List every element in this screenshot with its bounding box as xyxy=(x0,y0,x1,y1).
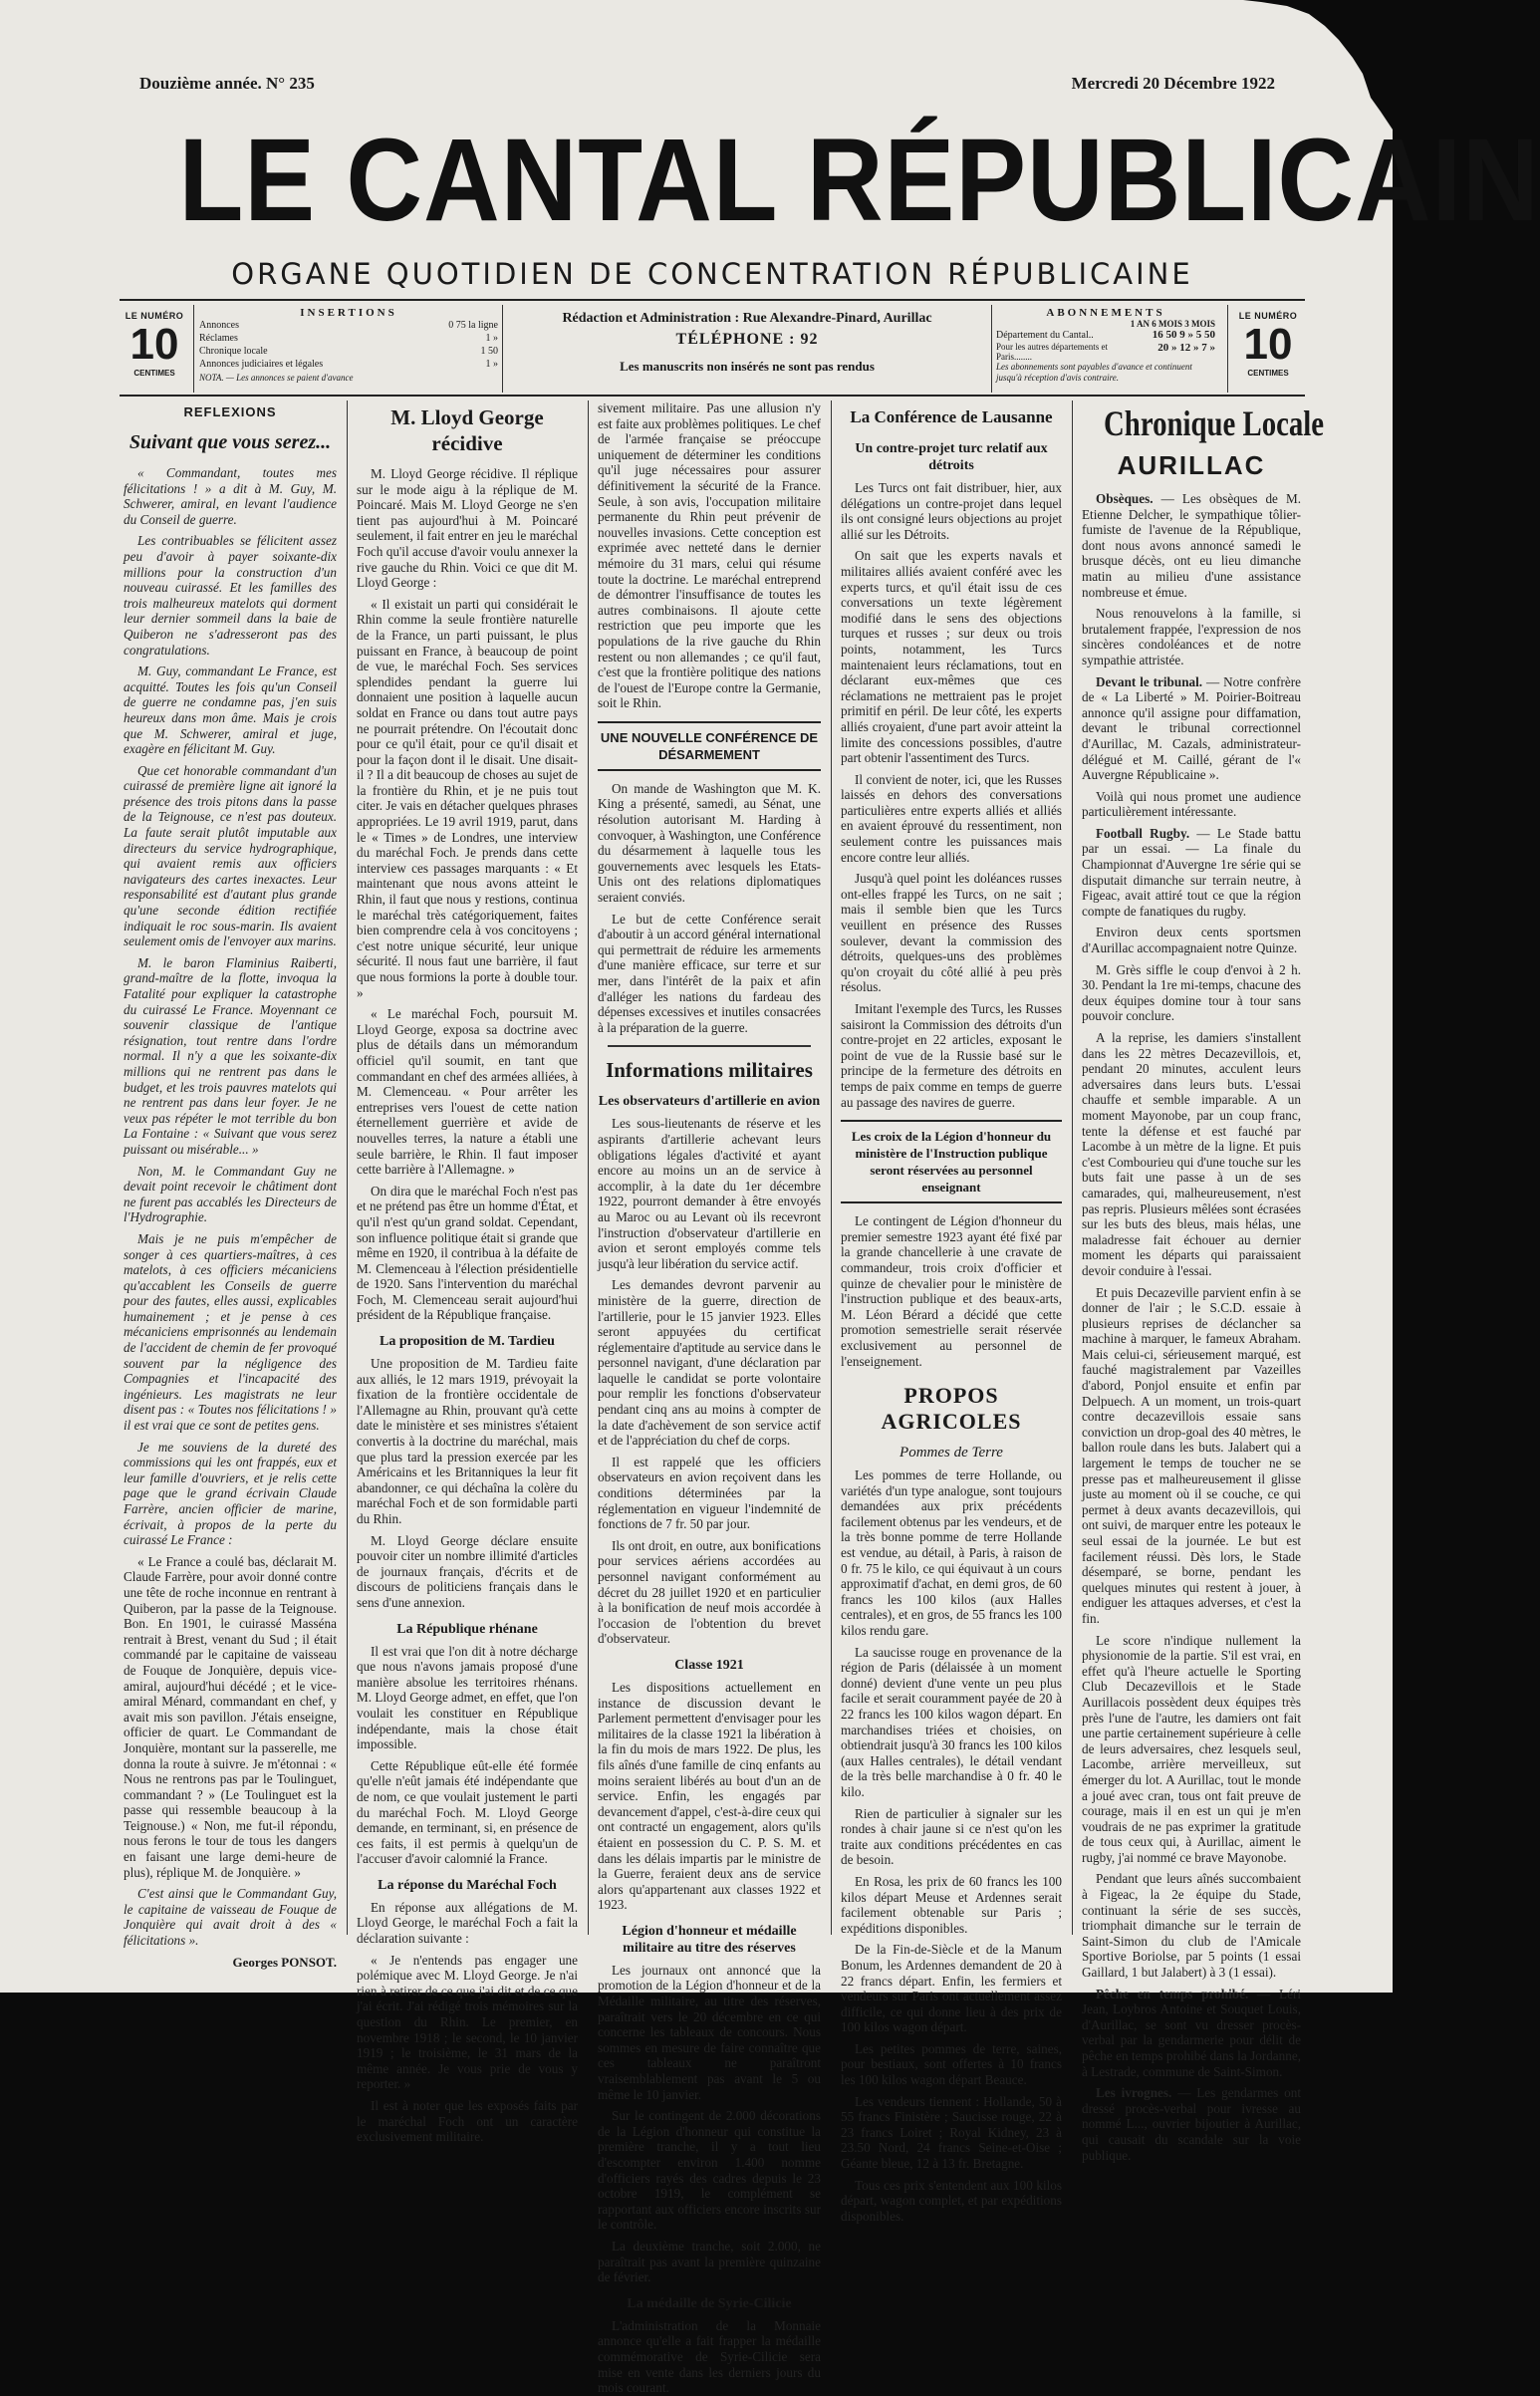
newspaper-title: LE CANTAL RÉPUBLICAIN xyxy=(178,115,1540,246)
article-headline: M. Lloyd George récidive xyxy=(390,405,544,455)
insertions-table: INSERTIONS Annonces 0 75 la ligne Réclames 1 » Chronique locale 1 50 Annonces judiciaires et légales 1 » NOTA. — Les annonces se paient d'avance xyxy=(199,307,498,383)
column-lloyd-george: M. Lloyd George récidive M. Lloyd George récidive. Il réplique sur le mode aigu à la réplique de M. Poincaré. Mais M. Lloyd George ne s'en tient pas aujourd'hui à M. Poincaré seulement, il fait entrer en jeu le maréchal Foch qu'il accuse d'avoir voulu annexer la rive gauche du Rhin. Voici ce que dit M. Lloyd George : « Il existait un parti qui considérait le Rhin comme la seule frontière naturelle de la France, un parti puissant, le plus puissant en France, à beaucoup de point de vue, le maréchal Foch. Ses services splendides pendant la guerre lui donnaient une position à laquelle aucun soldat en France ou dans tout autre pays ne pourrait prétendre. On l'écoutait donc pour ce qu'il était, pour ce qu'il disait et pour la façon dont il le disait. Une disait-il ? Il a dit beaucoup de choses au sujet de la frontière du Rhin, et je ne puis tout citer. Je vais en détacher quelques phrases appropriées. Le 19 avril 1919, parut, dans le « Times » de Londres, une interview du maréchal Foch. Je prends dans cette interview ces passages marquants : « Et maintenant que nous avons atteint le Rhin, il faut que nous y restions, continua le maréchal très catégoriquement, faites bien comprendre cela à vos concitoyens ; c'est notre unique sécurité, leur unique sécurité. Il nous faut une barrière, il faut que nous formions la porte à double tour. » « Le maréchal Foch, poursuit M. Lloyd George, exposa sa doctrine avec plus de détails dans un mémorandum officiel qu'il soumit, en tant que commandant en chef des armées alliées, à M. Clemenceau. « Pour arrêter les entreprises vers l'ouest de cette nation éternellement guerrière et avide de nouvelles terres, la nature a établi une seule barrière, le Rhin. Il faut imposer cette barrière à l'Allemagne. » On dira que le maréchal Foch n'est pas et ne prétend pas être un homme d'État, et qu'il n'est qu'un grand soldat. Cependant, son influence politique était si grande que même en 1920, il contribua à la défaite de M. Clemenceau à l'élection présidentielle de 1920. Sans l'intervention du maréchal Foch, M. Clemenceau serait aujourd'hui président de la République française. La proposition de M. Tardieu Une proposition de M. Tardieu faite aux alliés, le 12 mars 1919, prévoyait la fixation de la frontière occidentale de l'Allemagne au Rhin, prouvant qu'à cette date le ministère et ses ministres s'étaient convertis à la doctrine du maréchal, mais que plus tard la pression exercée par les Américains et les Britanniques la leur fit abandonner, ce qui déchaîna la colère du maréchal Foch et de son formidable parti du Rhin. M. Lloyd George déclare ensuite pouvoir citer un nombre illimité d'articles de journaux français, d'écrits et de discours de politiciens français dans le sens d'une annexion. La République rhénane Il est vrai que l'on dit à notre décharge que nous n'avons jamais proposé d'une manière absolue les territoires rhénans. M. Lloyd George admet, en effet, que l'on voulait les constituer en République indépendante, mais la chose était impossible. Cette République eût-elle été formée qu'elle n'eût jamais été indépendante que de nom, ce que voulait justement le parti du maréchal Foch. M. Lloyd George demande, en terminant, si, en présence de ces faits, il est permis à quelqu'un de l'accuser d'avoir calomnié la France. La réponse du Maréchal Foch En réponse aux allégations de M. Lloyd George, le maréchal Foch a fait la déclaration suivante : « Je n'entends pas engager une polémique avec M. Lloyd George. Je n'ai rien à retirer de ce que j'ai dit et de ce que j'ai écrit. J'ai rédigé trois mémoires sur la question du Rhin. Le premier, en novembre 1918 ; le second, le 10 janvier 1919 ; le troisième, le 31 mars de la même année. Je vous prie de vous y reporter. » Il est à noter que les exposés faits par le maréchal Foch ont un caractère exclusivement militaire. xyxy=(357,405,578,2145)
info-bar xyxy=(120,305,1305,393)
newspaper-subtitle: ORGANE QUOTIDIEN DE CONCENTRATION RÉPUBLICAINE xyxy=(231,257,1193,291)
subscriptions-table: ABONNEMENTS 1 AN 6 MOIS 3 MOIS Département du Cantal.. 16 50 9 » 5 50 Pour les autres départements et Paris........ 20 » 12 » 7 » Les abonnements sont payables d'avance et continuent jusqu'à réception d'avis contraire. xyxy=(996,307,1215,383)
subheading: La médaille de Syrie-Cilicie xyxy=(627,2295,792,2311)
subheading: Un contre-projet turc relatif aux détroits xyxy=(855,441,1048,473)
subheading: La réponse du Maréchal Foch xyxy=(378,1877,557,1893)
boxed-headline: Les croix de la Légion d'honneur du ministère de l'Instruction publique seront réservées au personnel enseignant xyxy=(841,1120,1062,1203)
info-rule xyxy=(120,395,1305,397)
city-heading: AURILLAC xyxy=(1117,450,1266,480)
column-reflexions: REFLEXIONS Suivant que vous serez... « Commandant, toutes mes félicitations ! » a dit à M. Guy, M. Schwerer, amiral, en levant l'audience du Conseil de guerre. Les contribuables se félicitent assez peu d'avoir à payer soixante-dix millions pour la construction d'un nouveau cuirassé. Et les familles des trois malheureux matelots qui dorment leur dernier sommeil dans la baie de Quiberon ne s'adresseront pas des congratulations. M. Guy, commandant Le France, est acquitté. Toutes les fois qu'un Conseil de guerre ne condamne pas, j'en suis heureux dans mon âme. Mais je crois que M. Schwerer, amiral et juge, exagère en félicitant M. Guy. Que cet honorable commandant d'un cuirassé de première ligne ait ignoré la présence des trois pitons dans la passe de la Teignouse, ce n'est pas douteux. La faute serait plutôt imputable aux directeurs du service hydrographique, qui avaient remis aux officiers navigateurs des cartes inexactes. Leur responsabilité est d'autant plus grande qu'une seconde édition rectifiée indiquait le roc sous-marin. Ils avaient seulement omis de l'envoyer aux marins. M. le baron Flaminius Raiberti, grand-maître de la flotte, invoqua la Fatalité pour expliquer la catastrophe du cuirassé Le France. Moyennant ce souvenir classique de l'antique résignation, tout rentre dans l'ordre normal. Il n'y a que les soixante-dix millions qui ne rentrent pas dans le budget, et les trois pauvres matelots qui ne rentrent pas dans leur foyer. Je ne veux pas répéter le mot terrible du bon La Fontaine : « Suivant que vous serez puissant ou misérable... » Non, M. le Commandant Guy ne devait point recevoir le châtiment dont ne furent pas accablés les Directeurs de l'Hydrographie. Mais je ne puis m'empêcher de songer à ces quartiers-maîtres, à ces matelots, à ces officiers mécaniciens qu'accablent les Conseils de guerre pour des fautes, elles aussi, explicables humainement ; et je pense à ces mécaniciens emprisonnés au lendemain de l'accident de chemin de fer provoqué souvent par la négligence des Compagnies et l'incapacité des ingénieurs. Les magistrats ne leur disent pas : « Toutes nos félicitations ! » il est vrai que ce sont de petites gens. Je me souviens de la dureté des commissions qui les ont frappés, eux et leur famille d'ouvriers, et je relis cette page que le grand écrivain Claude Farrère, ancien officier de marine, écrivait, à propos de la perte du cuirassé Le France : « Le France a coulé bas, déclarait M. Claude Farrère, pour avoir donné contre une tête de roche inconnue en rentrant à Quiberon, par la passe de la Teignouse. Bon. En 1901, le cuirassé Masséna rentrait à Brest, venant du Sud ; il était commandé par le capitaine de vaisseau de Fouque de Jonquière, depuis vice-amiral, aujourd'hui décédé ; et le vice-amiral Ménard, commandant en chef, y avait mis son pavillon. J'étais enseigne, officier de quart. Le Commandant de Jonquière, montant sur la passerelle, me donna la route à suivre. Je m'étonnai : « Nous ne rentrons pas par le Toulinguet, commandant ? » (Le Toulinguet est la passe qui ressemble beaucoup à la Teignouse.) « Non, me fut-il répondu, nous ferons le tour de tous les dangers en faisant une large demi-heure de plus), réplique M. de Jonquière. » C'est ainsi que le Commandant Guy, le capitaine de vaisseau de Fouque de Jonquière qui avait droit à des « félicitations ». Georges PONSOT. xyxy=(124,404,337,1970)
article-headline: Suivant que vous serez... xyxy=(128,431,332,453)
section-kicker: REFLEXIONS xyxy=(183,404,277,419)
subheading: Légion d'honneur et médaille militaire au titre des réserves xyxy=(622,1923,797,1956)
column-chronique-locale: Chronique Locale AURILLAC Obsèques. — Les obsèques de M. Etienne Delcher, le sympathique tôlier-fumiste de l'avenue de la République, dont nous avons annoncé samedi le brusque décès, ont eu lieu dimanche matin au milieu d'une assistance nombreuse et émue. Nous renouvelons à la famille, si brutalement frappée, l'expression de nos sincères condoléances et de notre sympathie attristée. Devant le tribunal. — Notre confrère de « La Liberté » M. Poirier-Boitreau annonce qu'il assigne pour diffamation, devant le tribunal correctionnel d'Aurillac, M. Cazals, administrateur-délégué et M. Caillé, gérant de l'« Auvergne Républicaine ». Voilà qui nous promet une audience particulièrement intéressante. Football Rugby. — Le Stade battu par un essai. — La finale du Championnat d'Auvergne 1re série qui se disputait dimanche sur terrain neutre, à Figeac, avait attiré tout ce que la région compte de fanatiques du rugby. Environ deux cents sportsmen d'Aurillac accompagnaient notre Quinze. M. Grès siffle le coup d'envoi à 2 h. 30. Pendant la 1re mi-temps, chacune des deux équipes domine tour à tour sans pouvoir conclure. A la reprise, les damiers s'installent dans les 22 mètres Decazevillois, et, pendant 20 minutes, acculent leurs adversaires dans leurs buts. L'essai chauffe et semble imparable. A un moment Mayonobe, par un coup franc, tente la défense et est fauché par Lacombe à un mètre de la ligne. Et puis c'est Combourieu qui d'une touche sur les buts fait une passe à un de ses camarades, qui, malheureusement, n'est pas repris. Plusieurs mêlées sont écrasées sur les buts des bleus, mais hélas, une maladresse fait échouer au dernier moment les départs qui paraissaient devoir conduire à l'essai. Et puis Decazeville parvient enfin à se donner de l'air ; le S.C.D. essaie à plusieurs reprises de déclancher sa machine à marquer, le fameux Abraham. Mais celui-ci, sérieusement marqué, est fauché magistralement par Vazeilles d'abord, Ponjol ensuite et enfin par Delpuech. A un moment, un trois-quart contre decazevillois essaie sans conviction un drop-goal des 40 mètres, le ballon roule dans les buts. Jalabert qui a largement le temps de toucher ne se presse pas et malheureusement il glisse juste au moment où il se couche, ce qui permet à deux avants decazevillois, qui ont suivi, de marquer entre les poteaux le seul essai de la journée. Le but est facilement réussi. Dès lors, le Stade désemparé, se borne, pendant les quelques minutes qui restent à jouer, à endiguer les attaques adverses, et c'est la fin. Le score n'indique nullement la physionomie de la partie. S'il est vrai, en effet qu'à l'heure actuelle le Sporting Club Decazevillois et le Stade Aurillacois possèdent deux équipes très près l'une de l'autre, les damiers ont fait une partie certainement supérieure à celle de leurs adversaires, chez lesquels seul, Lacombe, arrière merveilleux, sut émerger du lot. A Aurillac, tout le monde a joué avec cran, tous ont fait preuve de courage, mais il en est un qui je m'en voudrais de ne pas exprimer la gratitude de tous ceux qui, à Aurillac, aiment le rugby, j'ai nommé ce brave Mayonobe. Pendant que leurs aînés succombaient à Figeac, la 2e équipe du Stade, continuant la série de ses succès, triomphait dimanche sur le terrain de Saint-Simon du club de l'Amicale Sportive Boriolse, par 5 points (1 essai Gaillard, 1 but Jalabert) à 3 (1 essai). Pêche en temps prohibé. — Léri Jean, Loybros Antoine et Souquet Louis, d'Aurillac, se sont vu dresser procès-verbal par la gendarmerie pour délit de pêche en temps prohibé dans la Jordanne, à Lestrade, commune de Saint-Simon. Les ivrognes. — Les gendarmes ont dressé procès-verbal pour ivresse au nommé L..., ouvrier bijoutier à Aurillac, qui causait du scandale sur la voie publique. xyxy=(1082,403,1325,2163)
article-headline: La Conférence de Lausanne xyxy=(850,407,1053,426)
subheading: La République rhénane xyxy=(396,1621,538,1637)
section-headline: Informations militaires xyxy=(606,1058,813,1083)
torn-corner xyxy=(1243,0,1393,130)
column-desarmement: sivement militaire. Pas une allusion n'y est faite aux problèmes politiques. Le chef de l'armée française se préoccupe uniquement de déterminer les conditions qu'il juge nécessaires pour assurer définitivement la sécurité de la France. Seule, à son avis, l'occupation militaire permanente du Rhin peut prévenir de nouvelles invasions. Cette conception est exprimée avec netteté dans le dernier mémoire du 31 mars, celui qui résume toute la doctrine. Le maréchal entreprend de démontrer l'insuffisance de toutes les autres combinaisons. Il ajoute cette restriction que peu importe que les populations de la rive gauche du Rhin restent ou non allemandes ; ce qu'il faut, c'est que la frontière politique des nations de l'ouest de l'Europe contre la Germanie, soit le Rhin. UNE NOUVELLE CONFÉRENCE DE DÉSARMEMENT On mande de Washington que M. K. King a présenté, samedi, au Sénat, une résolution autorisant M. Harding à convoquer, à Washington, une Conférence du désarmement à laquelle tous les gouvernements avec lesquels les Etats-Unis ont des relations diplomatiques seraient conviés. Le but de cette Conférence serait d'aboutir à un accord général international qui permettrait de réduire les armements d'une manière efficace, sur terre et sur mer, dans l'intérêt de la paix et afin d'alléger les nations du fardeau des dépenses excessives et inutiles consacrées à la préparation de la guerre. Informations militaires Les observateurs d'artillerie en avion Les sous-lieutenants de réserve et les aspirants d'artillerie achevant leurs obligations légales d'activité et ayant encore au moins un an de service à accomplir, à la date du 1er décembre 1922, pourront demander à être envoyés au Maroc ou au Levant où ils recevront l'instruction d'observateur d'artillerie en avion et seront employés comme tels jusqu'à leur libération du service actif. Les demandes devront parvenir au ministère de la guerre, direction de l'artillerie, pour le 15 janvier 1923. Elles seront appuyées du certificat réglementaire d'aptitude au service dans le personnel navigant, d'une déclaration par laquelle le candidat se porte volontaire pour remplir les fonctions d'observateur pendant cinq ans au moins à compter de la date d'achèvement de son service actif et de l'appréciation du chef de corps. Il est rappelé que les officiers observateurs en avion reçoivent dans les conditions déterminées par la réglementation en vigueur l'indemnité de fonctions de 7 fr. 50 par jour. Ils ont droit, en outre, aux bonifications pour services aériens accordées au personnel navigant conformément au décret du 28 juillet 1920 et en particulier à la bonification de neuf mois accordée à l'occasion de l'obtention du brevet d'observateur. Classe 1921 Les dispositions actuellement en instance de discussion devant le Parlement permettent d'envisager pour les militaires de la classe 1921 la libération à la fin du mois de mars 1922. De plus, les fils aînés d'une famille de cinq enfants au moins seraient libérés au bout d'un an de service. Enfin, les engagés par devancement d'appel, c'est-à-dire ceux qui ont contracté un engagement, alors qu'ils étaient en possession du C. P. S. M. et dans les délais impartis par le ministre de la Guerre, feraient deux ans de service alors qu'appartenant aux classes 1922 et 1923. Légion d'honneur et médaille militaire au titre des réserves Les journaux ont annoncé que la promotion de la Légion d'honneur et de la Médaille militaire, au titre des réserves, paraîtrait vers le 20 décembre en ce qui concerne les tableaux de concours. Nous sommes en mesure de faire connaître que ces tableaux ne paraîtront vraisemblablement pas avant le 5 ou même le 10 janvier. Sur le contingent de 2.000 décorations de la Légion d'honneur qui constitue la première tranche, il y a tout lieu d'escompter environ 1.400 nomme d'officiers rayés des cadres depuis le 23 octobre 1919, le complément se rapportant aux officiers encore inscrits sur le contrôle. La deuxième tranche, soit 2.000, ne paraîtrait pas avant la première quinzaine de février. La médaille de Syrie-Cilicie L'administration de la Monnaie annonce qu'elle a fait frapper la médaille commémorative de Syrie-Cilicie sera mise en vente dans les derniers jours du mois courant. xyxy=(598,400,821,2396)
price-box-left: LE NUMÉRO 10 CENTIMES xyxy=(125,311,184,378)
administration-box: Rédaction et Administration : Rue Alexandre-Pinard, Aurillac TÉLÉPHONE : 92 Les manuscrits non insérés ne sont pas rendus xyxy=(562,311,932,374)
article-columns xyxy=(120,400,1325,2396)
issue-date: Mercredi 20 Décembre 1922 xyxy=(1071,74,1275,93)
subheading: Classe 1921 xyxy=(674,1657,744,1673)
column-lausanne: La Conférence de Lausanne Un contre-projet turc relatif aux détroits Les Turcs ont fait distribuer, hier, aux délégations un contre-projet dans lequel ils ont consigné leurs objections au projet allié sur les Détroits. On sait que les experts navals et militaires alliés avaient conféré avec les experts turcs, et qu'il était issu de ces conversations un texte légèrement modifié dans le sens des objections turques et russes ; sur deux ou trois points, notamment, les Turcs maintenaient leurs réclamations, tout en déclarant eux-mêmes que ces réclamations ne mettraient pas le projet primitif en péril. De leur côté, les experts alliés croyaient, d'une part avoir atteint la limite des concessions possibles, d'autre part obtenir l'assentiment des Turcs. Il convient de noter, ici, que les Russes laissés en dehors des conversations particulières entre experts alliés et alliés en avaient éprouvé du ressentiment, non seulement contre les puissances mais encore contre leur alliés. Jusqu'à quel point les doléances russes ont-elles frappé les Turcs, on ne sait ; mais il semble bien que les Turcs veuillent en présence des Russes soulever, devant la commission des détroits, quelques-uns des problèmes qu'on croyait du côté allié à peu près résolus. Imitant l'exemple des Turcs, les Russes saisiront la Commission des détroits d'un contre-projet en 22 articles, exposant le point de vue de la Russie basé sur le principe de la fermeture des détroits en temps de paix comme en temps de guerre au passage des navires de guerre. Les croix de la Légion d'honneur du ministère de l'Instruction publique seront réservées au personnel enseignant Le contingent de Légion d'honneur du premier semestre 1923 ayant été fixé par la grande chancellerie à une cravate de commandeur, trois croix d'officier et quinze de chevalier pour le ministère de l'instruction publique et des beaux-arts, M. Léon Bérard a décidé que cette promotion semestrielle serait réservée exclusivement au personnel de l'enseignement. PROPOS AGRICOLES Pommes de Terre Les pommes de terre Hollande, ou variétés d'un type analogue, sont toujours demandées aux prix précédents facilement obtenus par les vendeurs, et de la très bonne pomme de terre Hollande est vendue, au détail, à Paris, à raison de 0 fr. 75 le kilo, ce qui équivaut à un cours approximatif d'achat, en demi gros, de 60 francs les 100 kilos (aux Halles centrales), et en gros, de 55 francs les 100 kilos rendu gare. La saucisse rouge en provenance de la région de Paris (délaissée à un moment donné) devient d'une vente un peu plus facile et serait couramment payée de 20 à 22 francs les 100 kilos wagon départ. En marchandises triées et choisies, on obtiendrait jusqu'à 30 francs les 100 kilos (aux Halles centrales), le détail vendant de la très belle marchandise à 0 fr. 40 le kilo. Rien de particulier à signaler sur les rondes à chair jaune si ce n'est qu'on les traite aux conditions précédentes en cas de besoin. En Rosa, les prix de 60 francs les 100 kilos départ Meuse et Ardennes serait facilement obtenable sur Paris ; expéditions disponibles. De la Fin-de-Siècle et de la Manum Bonum, les Ardennes demandent de 20 à 22 francs départ. Enfin, les fermiers et vendeurs sur Paris ont actuellement assez difficile, ce qui donne lieu à des prix de 100 kilos wagon départ. Les petites pommes de terre, saines, pour bestiaux, sont offertes à 10 francs les 100 kilos wagon départ Beauce. Les vendeurs tiennent : Hollande, 50 à 55 francs Finistère ; Saucisse rouge, 22 à 23 francs Loiret ; Royal Kidney, 23 à 23.50 Nord, 24 francs Seine-et-Oise ; Géante bleue, 12 à 13 fr. Bretagne. Tous ces prix s'entendent aux 100 kilos départ, wagon complet, et par expéditions disponibles. xyxy=(837,400,1066,1935)
article-signature: Georges PONSOT. xyxy=(232,1954,337,1970)
section-headline: PROPOS AGRICOLES xyxy=(881,1383,1022,1435)
boxed-headline: UNE NOUVELLE CONFÉRENCE DE DÉSARMEMENT xyxy=(598,721,821,771)
price-box-right: LE NUMÉRO 10 CENTIMES xyxy=(1238,311,1298,378)
top-rule xyxy=(120,299,1305,301)
subheading: Pommes de Terre xyxy=(899,1445,1003,1462)
subheading: La proposition de M. Tardieu xyxy=(380,1334,555,1350)
issue-number: Douzième année. N° 235 xyxy=(139,74,315,93)
subheading: Les observateurs d'artillerie en avion xyxy=(598,1094,821,1110)
section-headline: Chronique Locale xyxy=(1104,403,1325,443)
